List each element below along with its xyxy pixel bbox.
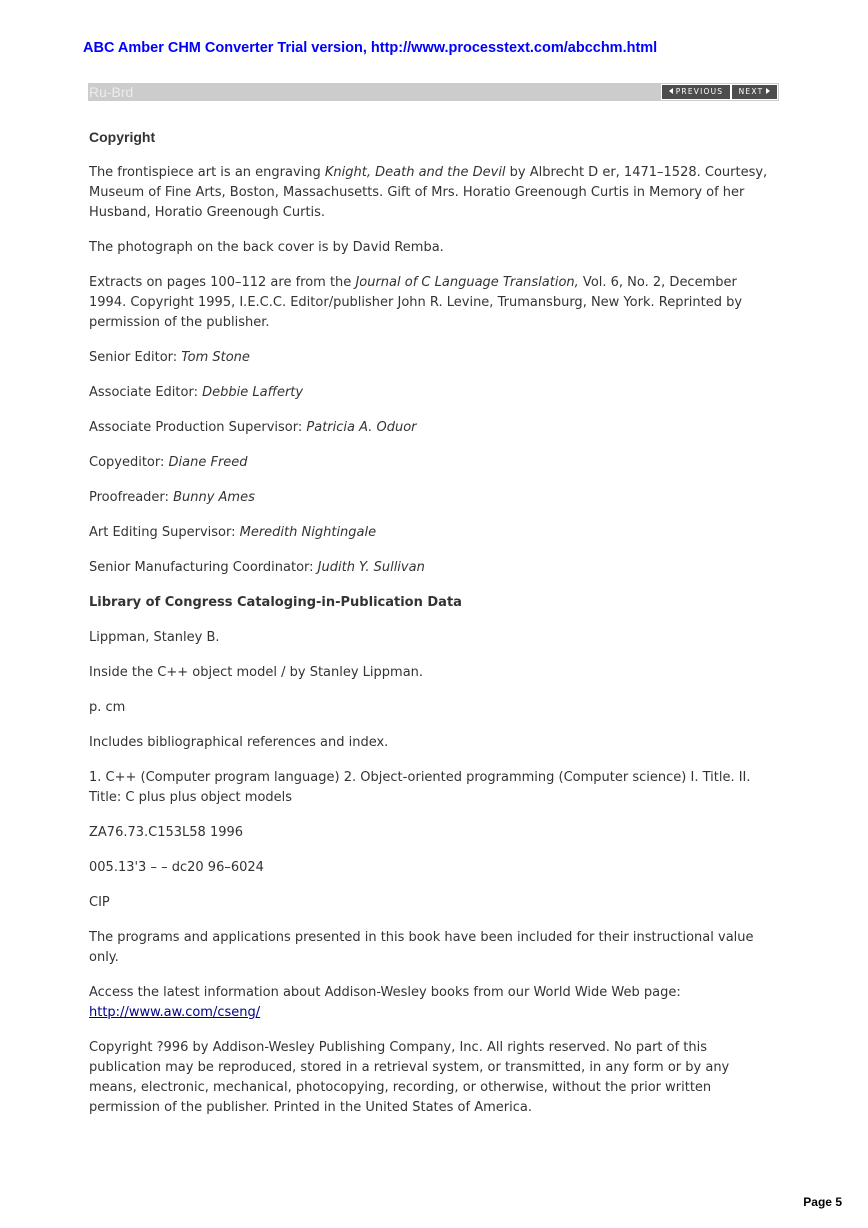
previous-button[interactable] bbox=[661, 84, 731, 100]
credit-line: Senior Manufacturing Coordinator: Judith Y. Sullivan bbox=[89, 560, 425, 575]
credit-name: Patricia A. Oduor bbox=[306, 420, 417, 435]
cip-line: ZA76.73.C153L58 1996 bbox=[89, 825, 244, 840]
extracts-paragraph: Extracts on pages 100–112 are from the Journal of C Language Translation, Vol. 6, No. 2, December 1994. Copyright 1995, I.E.C.C. Editor/publisher John R. Levine, Trumansburg, New York. Reprinted by permission of the publisher. bbox=[89, 275, 743, 330]
journal-title: Journal of C Language Translation, bbox=[355, 275, 579, 290]
next-label: NEXT bbox=[738, 87, 764, 96]
credit-name: Tom Stone bbox=[181, 350, 250, 365]
frontispiece-paragraph: The frontispiece art is an engraving Knight, Death and the Devil by Albrecht D er, 1471–1528. Courtesy, Museum of Fine Arts, Boston, Massachusetts. Gift of Mrs. Horatio Greenough Curtis in Memory of her Husband, Horatio Greenough Curtis. bbox=[89, 165, 768, 220]
cip-line: p. cm bbox=[89, 700, 126, 715]
artwork-title: Knight, Death and the Devil bbox=[324, 165, 506, 180]
cip-heading: Library of Congress Cataloging-in-Publication Data bbox=[89, 595, 462, 610]
document-body bbox=[89, 128, 774, 1133]
credit-line: Associate Editor: Debbie Lafferty bbox=[89, 385, 304, 400]
credit-name: Debbie Lafferty bbox=[202, 385, 304, 400]
cip-line: Lippman, Stanley B. bbox=[89, 630, 220, 645]
next-button[interactable] bbox=[731, 84, 778, 100]
cip-line: Inside the C++ object model / by Stanley Lippman. bbox=[89, 665, 424, 680]
chevron-right-icon bbox=[766, 88, 770, 94]
credit-name: Diane Freed bbox=[168, 455, 248, 470]
navigation-bar bbox=[88, 83, 779, 101]
cip-line: Includes bibliographical references and index. bbox=[89, 735, 389, 750]
web-link[interactable]: http://www.aw.com/cseng/ bbox=[89, 1005, 261, 1020]
cip-line: 1. C++ (Computer program language) 2. Object-oriented programming (Computer science) I. Title. II. Title: C plus plus object models bbox=[89, 770, 751, 805]
chevron-left-icon bbox=[669, 88, 673, 94]
back-cover-paragraph: The photograph on the back cover is by David Remba. bbox=[89, 240, 444, 255]
section-title: Copyright bbox=[89, 129, 156, 145]
trial-banner: ABC Amber CHM Converter Trial version, http://www.processtext.com/abcchm.html bbox=[83, 40, 658, 56]
credit-line: Senior Editor: Tom Stone bbox=[89, 350, 250, 365]
credit-line: Copyeditor: Diane Freed bbox=[89, 455, 248, 470]
cip-line: 005.13'3 – – dc20 96–6024 bbox=[89, 860, 264, 875]
previous-label: PREVIOUS bbox=[675, 87, 724, 96]
cip-line: CIP bbox=[89, 895, 110, 910]
instructional-note: The programs and applications presented in this book have been included for their instructional value only. bbox=[89, 930, 754, 965]
credit-line: Art Editing Supervisor: Meredith Nightingale bbox=[89, 525, 377, 540]
credit-name: Judith Y. Sullivan bbox=[317, 560, 425, 575]
credit-name: Bunny Ames bbox=[173, 490, 255, 505]
credit-line: Proofreader: Bunny Ames bbox=[89, 490, 255, 505]
page-number: Page 5 bbox=[803, 1195, 842, 1209]
credit-line: Associate Production Supervisor: Patricia A. Oduor bbox=[89, 420, 417, 435]
credit-name: Meredith Nightingale bbox=[239, 525, 377, 540]
web-paragraph: Access the latest information about Addison-Wesley books from our World Wide Web page: http://www.aw.com/cseng/ bbox=[89, 985, 681, 1020]
copyright-notice: Copyright ?996 by Addison-Wesley Publishing Company, Inc. All rights reserved. No part of this publication may be reproduced, stored in a retrieval system, or transmitted, in any form or by any means, electronic, mechanical, photocopying, recording, or otherwise, without the prior written permission of the publisher. Printed in the United States of America. bbox=[89, 1040, 730, 1115]
site-label: Ru-Brd bbox=[89, 84, 134, 100]
